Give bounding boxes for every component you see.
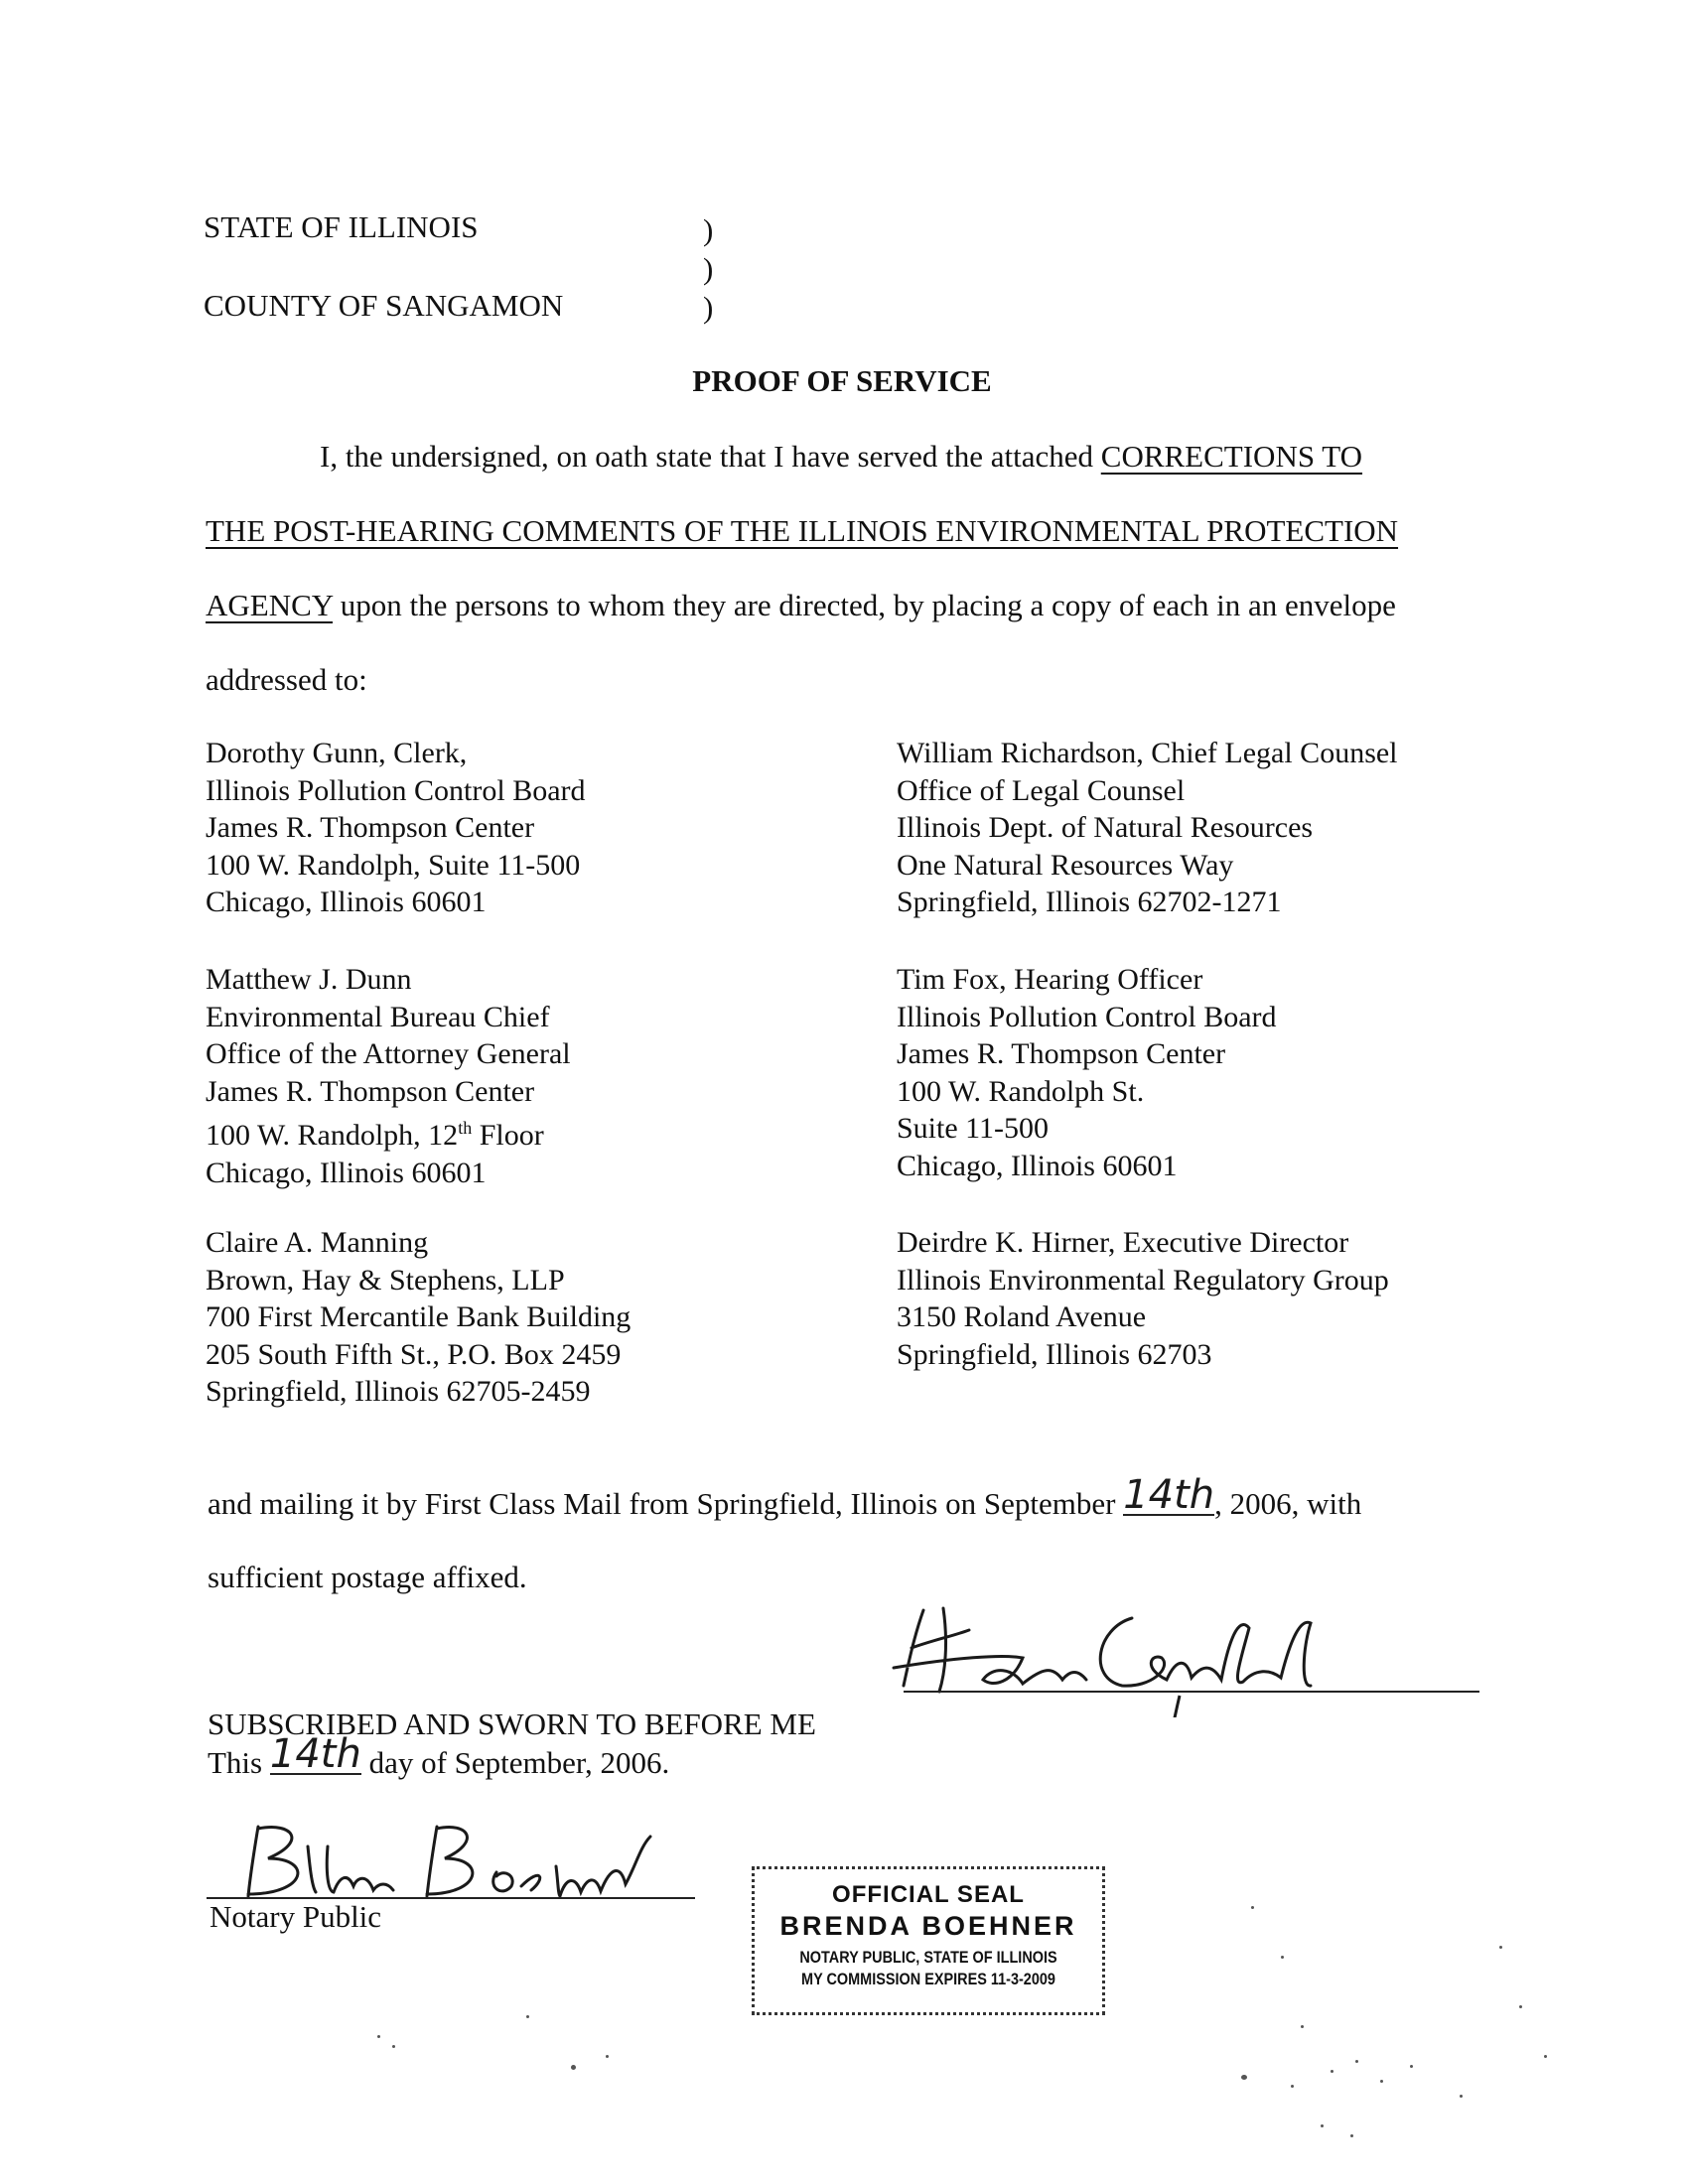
address-block xyxy=(897,961,1277,1184)
body-text: , 2006, with xyxy=(1214,1486,1362,1521)
address-text: Floor xyxy=(472,1119,544,1152)
address-line: Suite 11-500 xyxy=(897,1112,1050,1145)
address-line: Illinois Environmental Regulatory Group xyxy=(897,1263,1389,1297)
body-line-1 xyxy=(320,438,1362,476)
body-text: I, the undersigned, on oath state that I have served the attached xyxy=(320,439,1101,474)
address-line: 205 South Fifth St., P.O. Box 2459 xyxy=(206,1337,622,1371)
handwritten-day: 14th xyxy=(1123,1472,1215,1518)
body-text: and mailing it by First Class Mail from Springfield, Illinois on September xyxy=(208,1486,1124,1521)
body-text: day of September, 2006. xyxy=(360,1745,670,1780)
notary-public-label: Notary Public xyxy=(210,1899,382,1934)
superscript: th xyxy=(458,1118,473,1138)
document-name-underlined: AGENCY xyxy=(206,588,334,622)
address-block xyxy=(206,735,586,921)
address-line: Illinois Pollution Control Board xyxy=(206,773,586,807)
address-block xyxy=(897,735,1398,921)
address-block xyxy=(206,961,571,1191)
address-line: Brown, Hay & Stephens, LLP xyxy=(206,1263,565,1297)
address-line: Environmental Bureau Chief xyxy=(206,1000,550,1033)
address-line: Springfield, Illinois 62702-1271 xyxy=(897,886,1282,918)
address-line: Office of the Attorney General xyxy=(206,1037,571,1070)
caption-paren: ) xyxy=(703,212,714,247)
address-block xyxy=(897,1224,1389,1373)
body-line-2 xyxy=(206,512,1398,550)
address-text: 100 W. Randolph, 12 xyxy=(206,1119,459,1152)
address-line xyxy=(206,1110,571,1155)
address-line: Office of Legal Counsel xyxy=(897,773,1186,807)
seal-text: MY COMMISSION EXPIRES 11-3-2009 xyxy=(801,1970,1055,1988)
address-line: William Richardson, Chief Legal Counsel xyxy=(897,737,1398,769)
document-name-underlined: CORRECTIONS TO xyxy=(1100,439,1363,474)
address-line: Tim Fox, Hearing Officer xyxy=(897,963,1203,996)
body-text: upon the persons to whom they are directed, by placing a copy of each in an envelope xyxy=(333,588,1396,622)
address-block xyxy=(206,1224,631,1411)
document-title: PROOF OF SERVICE xyxy=(692,363,992,398)
caption-paren: ) xyxy=(703,251,714,286)
address-line: Deirdre K. Hirner, Executive Director xyxy=(897,1226,1349,1259)
address-line: Chicago, Illinois 60601 xyxy=(206,886,487,918)
seal-text: NOTARY PUBLIC, STATE OF ILLINOIS xyxy=(799,1948,1057,1967)
affiant-signature xyxy=(874,1588,1489,1717)
address-line: Claire A. Manning xyxy=(206,1226,429,1259)
caption-state: STATE OF ILLINOIS xyxy=(204,209,479,244)
address-line: James R. Thompson Center xyxy=(206,1074,535,1108)
address-line: Springfield, Illinois 62703 xyxy=(897,1337,1212,1371)
address-line: 700 First Mercantile Bank Building xyxy=(206,1300,632,1333)
address-line: 100 W. Randolph St. xyxy=(897,1074,1145,1108)
address-line: James R. Thompson Center xyxy=(206,811,535,844)
body-line-3 xyxy=(206,587,1396,624)
document-name-underlined: THE POST-HEARING COMMENTS OF THE ILLINOIS ENVIRONMENTAL PROTECTION xyxy=(206,513,1399,548)
seal-text: BRENDA BOEHNER xyxy=(779,1911,1077,1941)
address-line: Springfield, Illinois 62705-2459 xyxy=(206,1375,591,1408)
caption-county: COUNTY OF SANGAMON xyxy=(204,288,564,323)
body-line-4: addressed to: xyxy=(206,662,367,697)
address-line: James R. Thompson Center xyxy=(897,1037,1226,1070)
address-line: Chicago, Illinois 60601 xyxy=(206,1156,487,1189)
caption-paren: ) xyxy=(703,290,714,325)
address-line: Illinois Dept. of Natural Resources xyxy=(897,811,1314,844)
jurat-line-1: SUBSCRIBED AND SWORN TO BEFORE ME xyxy=(208,1706,816,1741)
address-line: 3150 Roland Avenue xyxy=(897,1300,1147,1333)
official-seal-stamp xyxy=(752,1866,1105,2015)
jurat-line-2 xyxy=(208,1731,670,1782)
address-line: Dorothy Gunn, Clerk, xyxy=(206,737,468,769)
address-line: Chicago, Illinois 60601 xyxy=(897,1149,1178,1182)
seal-text: OFFICIAL SEAL xyxy=(832,1881,1025,1908)
body-text: This xyxy=(208,1745,270,1780)
address-line: One Natural Resources Way xyxy=(897,848,1234,882)
mailing-line-2: sufficient postage affixed. xyxy=(208,1560,527,1594)
address-line: Matthew J. Dunn xyxy=(206,963,412,996)
handwritten-day: 14th xyxy=(269,1731,361,1777)
address-line: 100 W. Randolph, Suite 11-500 xyxy=(206,848,581,882)
address-line: Illinois Pollution Control Board xyxy=(897,1000,1277,1033)
mailing-line-1 xyxy=(208,1472,1362,1523)
